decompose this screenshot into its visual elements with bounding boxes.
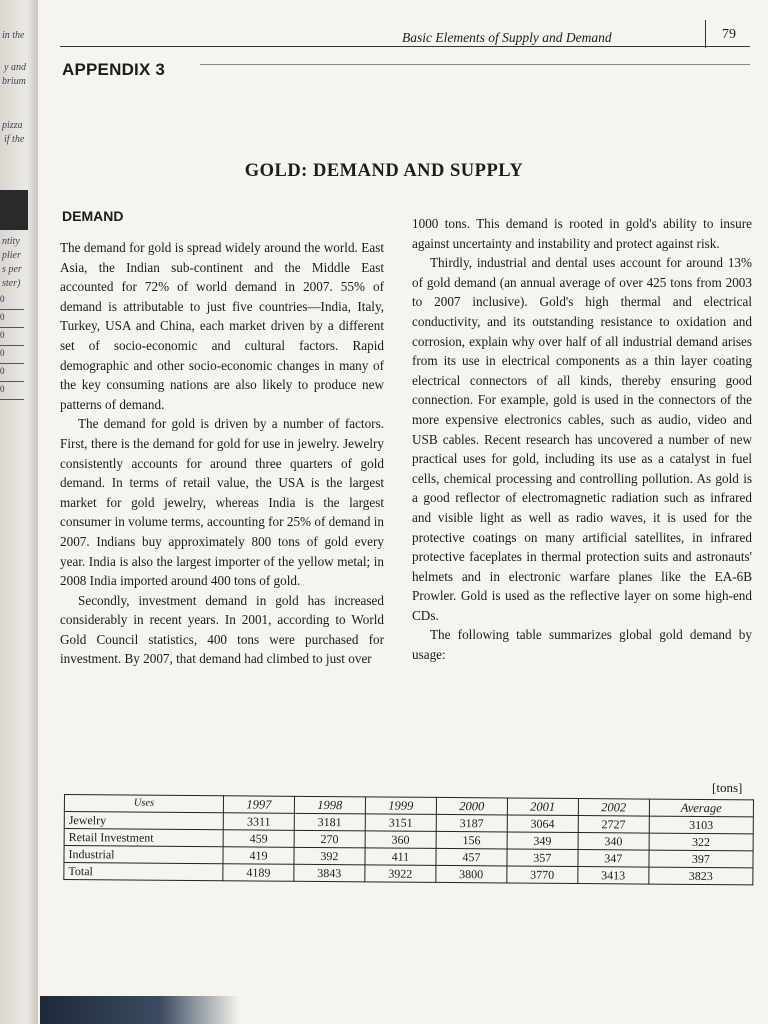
previous-page-fragment: brium (2, 76, 26, 87)
paragraph: Thirdly, industrial and dental uses account for around 13% of gold demand (an annual average of over 425 tons from 2003 to 2007 inclusive). Gold's high thermal and electrical conductivity, and its outstanding resistance to oxidation and corrosion, explain why over half of all industrial demand arises from its use in electrical components as a thin layer coating electrical connectors of all kinds, thereby ensuring good connection. For example, gold is used in the connectors of the more expensive electronics cables, such as audio, video and USB cables. Recent research has uncovered a number of new practical uses for gold, including its use as a catalyst in fuel cells, chemical processing and controlling pollution. As gold is a good reflector of electromagnetic radiation such as infrared and visible light as well as radio waves, it is used for the protective coatings on many artificial satellites, in infrared protective faceplates in thermal protection suits and astronauts' helmets and in electronic warfare planes like the EA-6B Prowler. Gold is used as the reflective layer on some high-end CDs. (412, 255, 752, 623)
paragraph: The demand for gold is driven by a number of factors. First, there is the demand for gold for use in jewelry. Jewelry consistently accounts for around three quarters of gold demand. In terms of retail value, the USA is the largest market for gold jewelry, whereas India is the largest consumer in volume terms, accounting for 25% of demand in 2007. Indians buy approximately 800 tons of gold every year. India is also the largest importer of the yellow metal; in 2008 India imported around 400 tons of gold. (60, 416, 384, 589)
row-label: Industrial (64, 846, 223, 864)
table-cell: 3770 (507, 866, 578, 884)
previous-page-fragment: if the (4, 134, 25, 145)
table-corner-label: Uses (64, 795, 223, 813)
column-header: 2000 (436, 797, 507, 815)
column-header: 1998 (294, 796, 365, 814)
previous-page-table-cell: 0 (0, 366, 24, 382)
previous-page-table-cell: 0 (0, 348, 24, 364)
previous-page-dark-block (0, 190, 28, 230)
row-label: Jewelry (64, 812, 223, 830)
page-number: 79 (722, 27, 736, 42)
chapter-title: GOLD: DEMAND AND SUPPLY (244, 161, 524, 181)
previous-page-fragment: plier (2, 250, 21, 261)
table-cell: 3181 (294, 813, 365, 831)
column-header: 2001 (507, 798, 578, 816)
table-cell: 322 (649, 833, 753, 851)
gold-demand-table (63, 794, 754, 885)
column-header: 2002 (578, 799, 649, 817)
table-cell: 3413 (578, 867, 649, 885)
table-cell: 2727 (578, 816, 649, 834)
previous-page-fragment: ster) (2, 278, 21, 289)
table-cell: 392 (294, 847, 365, 865)
table-cell: 411 (365, 848, 436, 866)
previous-page-table-cell: 0 (0, 294, 24, 310)
previous-page-edge (0, 0, 38, 1024)
table-cell: 3064 (507, 815, 578, 833)
table-cell: 357 (507, 849, 578, 867)
header-rule (60, 46, 750, 47)
book-cover-edge (40, 996, 240, 1024)
row-label: Total (64, 863, 223, 881)
paragraph: The demand for gold is spread widely around the world. East Asia, the Indian sub-continent and the Middle East accounted for 72% of world demand in 2007. 55% of demand is attributable to just five countries—India, Italy, Turkey, USA and China, each market driven by a different set of socio-economic and cultural factors. Rapid demographic and other socio-economic changes in many of the key consuming nations are also likely to produce new patterns of demand. (60, 240, 384, 412)
left-text-column (60, 238, 384, 669)
running-head: Basic Elements of Supply and Demand (402, 30, 612, 45)
previous-page-table-cell: 0 (0, 384, 24, 400)
table-cell: 419 (223, 847, 294, 865)
table-cell: 397 (649, 850, 753, 868)
previous-page-fragment: s per (2, 264, 22, 275)
table-cell: 3103 (649, 816, 753, 834)
header-divider (705, 20, 706, 48)
table-cell: 3800 (436, 865, 507, 883)
table-cell: 3311 (223, 813, 294, 831)
table-cell: 457 (436, 848, 507, 866)
table-cell: 4189 (223, 864, 294, 882)
appendix-rule (200, 64, 750, 65)
section-heading: DEMAND (62, 208, 124, 224)
table-cell: 3151 (365, 814, 436, 832)
previous-page-table-cell: 0 (0, 312, 24, 328)
previous-page-fragment: ntity (2, 236, 20, 247)
previous-page-table-cell: 0 (0, 330, 24, 346)
table-cell: 360 (365, 831, 436, 849)
previous-page-fragment: in the (2, 30, 25, 41)
table-cell: 349 (507, 832, 578, 850)
table-cell: 3843 (294, 864, 365, 882)
table-cell: 347 (578, 850, 649, 868)
table-cell: 270 (294, 830, 365, 848)
table-cell: 3823 (649, 867, 753, 885)
column-header: Average (649, 799, 753, 817)
paragraph: Secondly, investment demand in gold has increased considerably in recent years. In 2001, according to World Gold Council statistics, 400 tons were purchased for investment. By 2007, that demand had climbed to just over (60, 592, 384, 667)
paragraph: 1000 tons. This demand is rooted in gold's ability to insure against uncertainty and instability and protect against risk. (412, 216, 752, 251)
column-header: 1997 (223, 796, 294, 814)
table-unit-label: [tons] (712, 780, 743, 795)
table-cell: 340 (578, 833, 649, 851)
appendix-label: APPENDIX 3 (62, 60, 166, 79)
column-header: 1999 (365, 797, 436, 815)
row-label: Retail Investment (64, 829, 223, 847)
table-cell: 156 (436, 831, 507, 849)
paragraph: The following table summarizes global gold demand by usage: (412, 627, 752, 663)
table-cell: 3922 (365, 865, 436, 883)
previous-page-fragment: pizza (2, 120, 23, 131)
previous-page-fragment: y and (4, 62, 26, 73)
table-cell: 3187 (436, 814, 507, 832)
table-cell: 459 (223, 830, 294, 848)
right-text-column (412, 214, 752, 665)
